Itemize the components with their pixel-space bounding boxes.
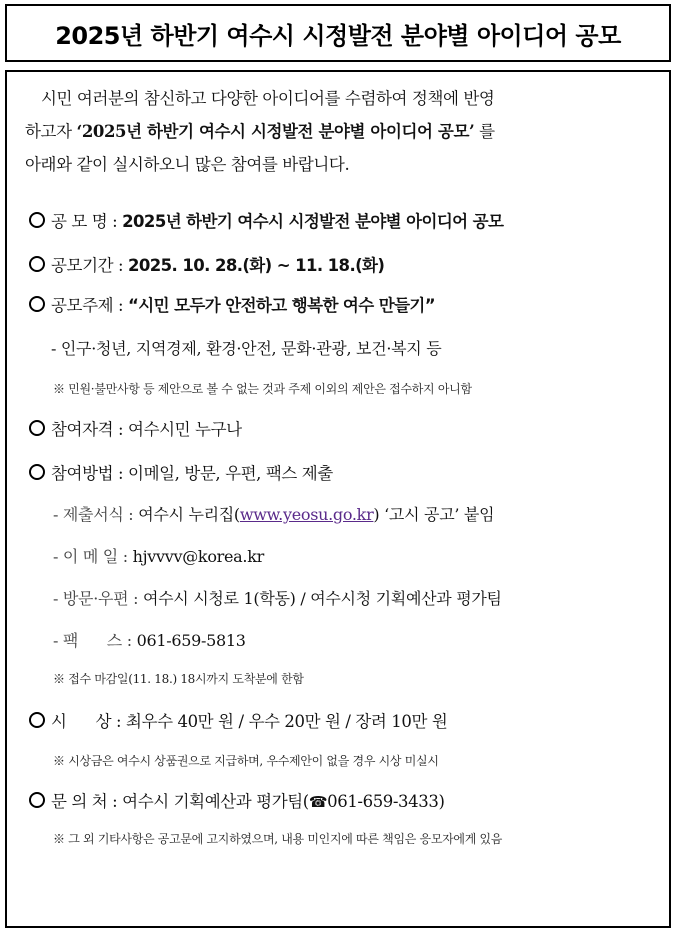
intro-line-2: 하고자 ‘2025년 하반기 여수시 시정발전 분야별 아이디어 공모’ 를: [25, 122, 495, 141]
bullet-circle-icon: [29, 420, 45, 436]
item-period: 공모기간 : 2025. 10. 28.(화) ~ 11. 18.(화): [29, 252, 680, 276]
bullet-circle-icon: [29, 464, 45, 480]
page-title: 2025년 하반기 여수시 시정발전 분야별 아이디어 공모: [55, 21, 621, 50]
phone-icon: ☎: [308, 793, 328, 811]
item-method: 참여방법 : 이메일, 방문, 우편, 팩스 제출: [29, 460, 680, 484]
email-row: - 이 메 일 : hjvvvv@korea.kr: [53, 547, 264, 566]
item-name: 공 모 명 : 2025년 하반기 여수시 시정발전 분야별 아이디어 공모: [29, 208, 680, 232]
theme-sub: - 인구·청년, 지역경제, 환경·안전, 문화·관광, 보건·복지 등: [51, 339, 442, 358]
bullet-circle-icon: [29, 256, 45, 272]
form-row: - 제출서식 : 여수시 누리집(www.yeosu.go.kr) ‘고시 공고’ 붙임: [53, 505, 495, 524]
fax-row: - 팩 스 : 061-659-5813: [53, 631, 246, 650]
notice-body: [5, 70, 671, 928]
deadline-note: ※ 접수 마감일(11. 18.) 18시까지 도착분에 한함: [53, 672, 304, 686]
item-contact: 문 의 처 : 여수시 기획예산과 평가팀(☎061-659-3433): [29, 788, 680, 812]
item-eligibility: 참여자격 : 여수시민 누구나: [29, 416, 680, 440]
bullet-circle-icon: [29, 212, 45, 228]
etc-note: ※ 그 외 기타사항은 공고문에 고지하였으며, 내용 미인지에 따른 책임은 응모자에게 있음: [53, 832, 503, 846]
intro-line-1: 시민 여러분의 참신하고 다양한 아이디어를 수렴하여 정책에 반영: [41, 89, 495, 108]
intro-line-3: 아래와 같이 실시하오니 많은 참여를 바랍니다.: [25, 155, 350, 174]
intro-paragraph: [25, 82, 655, 181]
bullet-circle-icon: [29, 296, 45, 312]
homepage-link[interactable]: www.yeosu.go.kr: [239, 505, 374, 524]
bullet-circle-icon: [29, 712, 45, 728]
item-award: 시 상 : 최우수 40만 원 / 우수 20만 원 / 장려 10만 원: [29, 708, 680, 732]
bullet-circle-icon: [29, 792, 45, 808]
title-box: [5, 4, 671, 62]
visit-row: - 방문·우편 : 여수시 시청로 1(학동) / 여수시청 기획예산과 평가팀: [53, 589, 502, 608]
intro-quote: ‘2025년 하반기 여수시 시정발전 분야별 아이디어 공모’: [76, 122, 475, 141]
item-theme: 공모주제 : “시민 모두가 안전하고 행복한 여수 만들기”: [29, 292, 680, 316]
theme-note: ※ 민원·불만사항 등 제안으로 볼 수 없는 것과 주제 이외의 제안은 접수하지 아니함: [53, 382, 472, 396]
award-note: ※ 시상금은 여수시 상품권으로 지급하며, 우수제안이 없을 경우 시상 미실시: [53, 754, 439, 768]
email-address[interactable]: hjvvvv@korea.kr: [132, 547, 264, 566]
